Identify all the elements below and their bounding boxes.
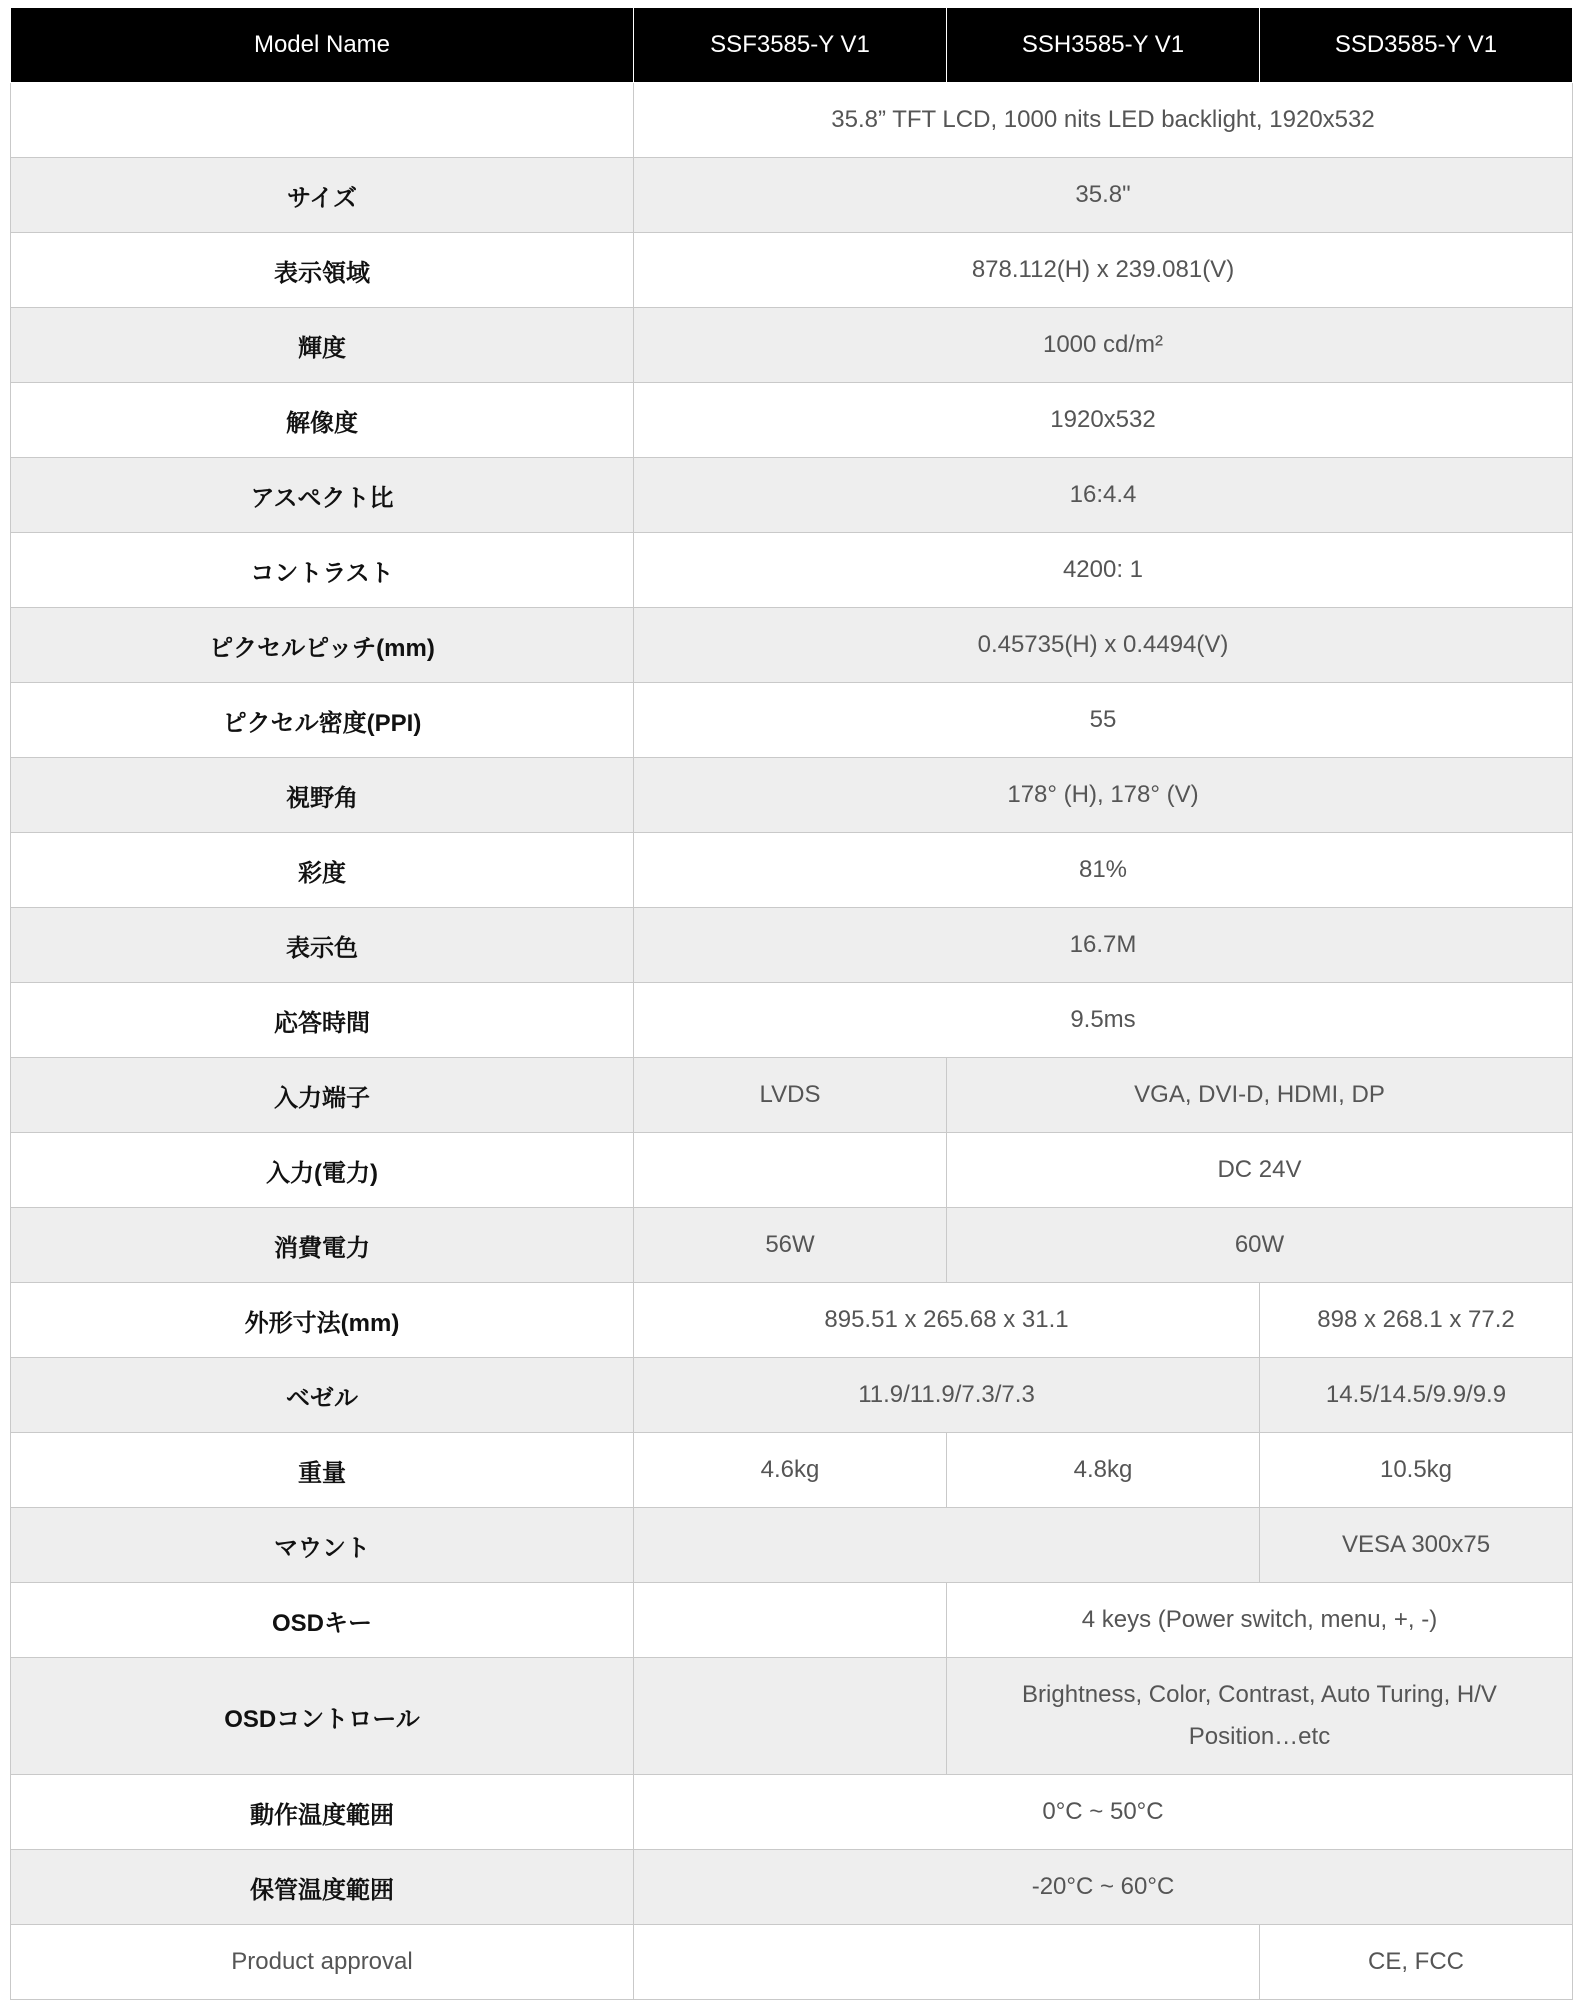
operating-temp-value: 0°C ~ 50°C xyxy=(634,1775,1573,1850)
table-row-summary xyxy=(11,83,1573,158)
dimensions-ssf-ssh: 895.51 x 265.68 x 31.1 xyxy=(634,1283,1260,1358)
osd-control-others xyxy=(947,1658,1573,1775)
table-row-product-approval xyxy=(11,1925,1573,2000)
row-label-operating-temp: 動作温度範囲 xyxy=(11,1775,634,1850)
table-row-aspect-ratio xyxy=(11,458,1573,533)
display-area-value: 878.112(H) x 239.081(V) xyxy=(634,233,1573,308)
contrast-value: 4200: 1 xyxy=(634,533,1573,608)
weight-ssf: 4.6kg xyxy=(634,1433,947,1508)
weight-ssh: 4.8kg xyxy=(947,1433,1260,1508)
saturation-value: 81% xyxy=(634,833,1573,908)
table-row-viewing-angle xyxy=(11,758,1573,833)
row-label-response-time: 応答時間 xyxy=(11,983,634,1058)
row-label-summary xyxy=(11,83,634,158)
table-row-saturation xyxy=(11,833,1573,908)
table-row-size xyxy=(11,158,1573,233)
pixel-density-value: 55 xyxy=(634,683,1573,758)
row-label-power-consumption: 消費電力 xyxy=(11,1208,634,1283)
mount-ssd: VESA 300x75 xyxy=(1260,1508,1573,1583)
table-row-bezel xyxy=(11,1358,1573,1433)
row-label-pixel-pitch: ピクセルピッチ(mm) xyxy=(11,608,634,683)
table-row-pixel-density xyxy=(11,683,1573,758)
row-label-pixel-density: ピクセル密度(PPI) xyxy=(11,683,634,758)
response-time-value: 9.5ms xyxy=(634,983,1573,1058)
table-row-mount xyxy=(11,1508,1573,1583)
input-terminal-ssf: LVDS xyxy=(634,1058,947,1133)
header-row xyxy=(11,8,1573,83)
row-label-input-terminal: 入力端子 xyxy=(11,1058,634,1133)
table-row-osd-key xyxy=(11,1583,1573,1658)
table-row-operating-temp xyxy=(11,1775,1573,1850)
row-label-osd-key: OSDキー xyxy=(11,1583,634,1658)
pixel-pitch-value: 0.45735(H) x 0.4494(V) xyxy=(634,608,1573,683)
row-label-product-approval: Product approval xyxy=(11,1925,634,2000)
table-row-weight xyxy=(11,1433,1573,1508)
bezel-ssf-ssh: 11.9/11.9/7.3/7.3 xyxy=(634,1358,1260,1433)
row-label-mount: マウント xyxy=(11,1508,634,1583)
product-approval-ssd: CE, FCC xyxy=(1260,1925,1573,2000)
input-power-ssf xyxy=(634,1133,947,1208)
table-row-brightness xyxy=(11,308,1573,383)
row-label-viewing-angle: 視野角 xyxy=(11,758,634,833)
model-name-header: Model Name xyxy=(11,8,634,83)
osd-control-line-1: Brightness, Color, Contrast, Auto Turing, H/V xyxy=(1022,1681,1497,1708)
brightness-value: 1000 cd/m² xyxy=(634,308,1573,383)
row-label-dimensions: 外形寸法(mm) xyxy=(11,1283,634,1358)
row-label-display-area: 表示領域 xyxy=(11,233,634,308)
power-consumption-others: 60W xyxy=(947,1208,1573,1283)
table-row-osd-control xyxy=(11,1658,1573,1775)
model-header-ssh: SSH3585-Y V1 xyxy=(947,8,1260,83)
product-approval-ssf-ssh xyxy=(634,1925,1260,2000)
row-label-aspect-ratio: アスペクト比 xyxy=(11,458,634,533)
size-value: 35.8" xyxy=(634,158,1573,233)
row-label-saturation: 彩度 xyxy=(11,833,634,908)
viewing-angle-value: 178° (H), 178° (V) xyxy=(634,758,1573,833)
table-row-display-area xyxy=(11,233,1573,308)
power-consumption-ssf: 56W xyxy=(634,1208,947,1283)
summary-value: 35.8” TFT LCD, 1000 nits LED backlight, 1920x532 xyxy=(634,83,1573,158)
bezel-ssd: 14.5/14.5/9.9/9.9 xyxy=(1260,1358,1573,1433)
table-row-resolution xyxy=(11,383,1573,458)
osd-key-others: 4 keys (Power switch, menu, +, -) xyxy=(947,1583,1573,1658)
table-row-input-terminal xyxy=(11,1058,1573,1133)
row-label-brightness: 輝度 xyxy=(11,308,634,383)
row-label-storage-temp: 保管温度範囲 xyxy=(11,1850,634,1925)
input-power-others: DC 24V xyxy=(947,1133,1573,1208)
resolution-value: 1920x532 xyxy=(634,383,1573,458)
model-header-ssf: SSF3585-Y V1 xyxy=(634,8,947,83)
spec-table xyxy=(10,7,1573,2000)
table-row-contrast xyxy=(11,533,1573,608)
row-label-resolution: 解像度 xyxy=(11,383,634,458)
row-label-input-power: 入力(電力) xyxy=(11,1133,634,1208)
aspect-ratio-value: 16:4.4 xyxy=(634,458,1573,533)
row-label-weight: 重量 xyxy=(11,1433,634,1508)
weight-ssd: 10.5kg xyxy=(1260,1433,1573,1508)
table-row-response-time xyxy=(11,983,1573,1058)
row-label-osd-control: OSDコントロール xyxy=(11,1658,634,1775)
colors-value: 16.7M xyxy=(634,908,1573,983)
osd-control-line-2: Position…etc xyxy=(1188,1723,1331,1750)
table-row-input-power xyxy=(11,1133,1573,1208)
input-terminal-others: VGA, DVI-D, HDMI, DP xyxy=(947,1058,1573,1133)
row-label-contrast: コントラスト xyxy=(11,533,634,608)
table-row-dimensions xyxy=(11,1283,1573,1358)
model-header-ssd: SSD3585-Y V1 xyxy=(1260,8,1573,83)
osd-control-ssf xyxy=(634,1658,947,1775)
mount-ssf-ssh xyxy=(634,1508,1260,1583)
row-label-colors: 表示色 xyxy=(11,908,634,983)
table-row-pixel-pitch xyxy=(11,608,1573,683)
storage-temp-value: -20°C ~ 60°C xyxy=(634,1850,1573,1925)
table-row-power-consumption xyxy=(11,1208,1573,1283)
dimensions-ssd: 898 x 268.1 x 77.2 xyxy=(1260,1283,1573,1358)
osd-key-ssf xyxy=(634,1583,947,1658)
row-label-size: サイズ xyxy=(11,158,634,233)
row-label-bezel: ベゼル xyxy=(11,1358,634,1433)
table-row-colors xyxy=(11,908,1573,983)
table-row-storage-temp xyxy=(11,1850,1573,1925)
